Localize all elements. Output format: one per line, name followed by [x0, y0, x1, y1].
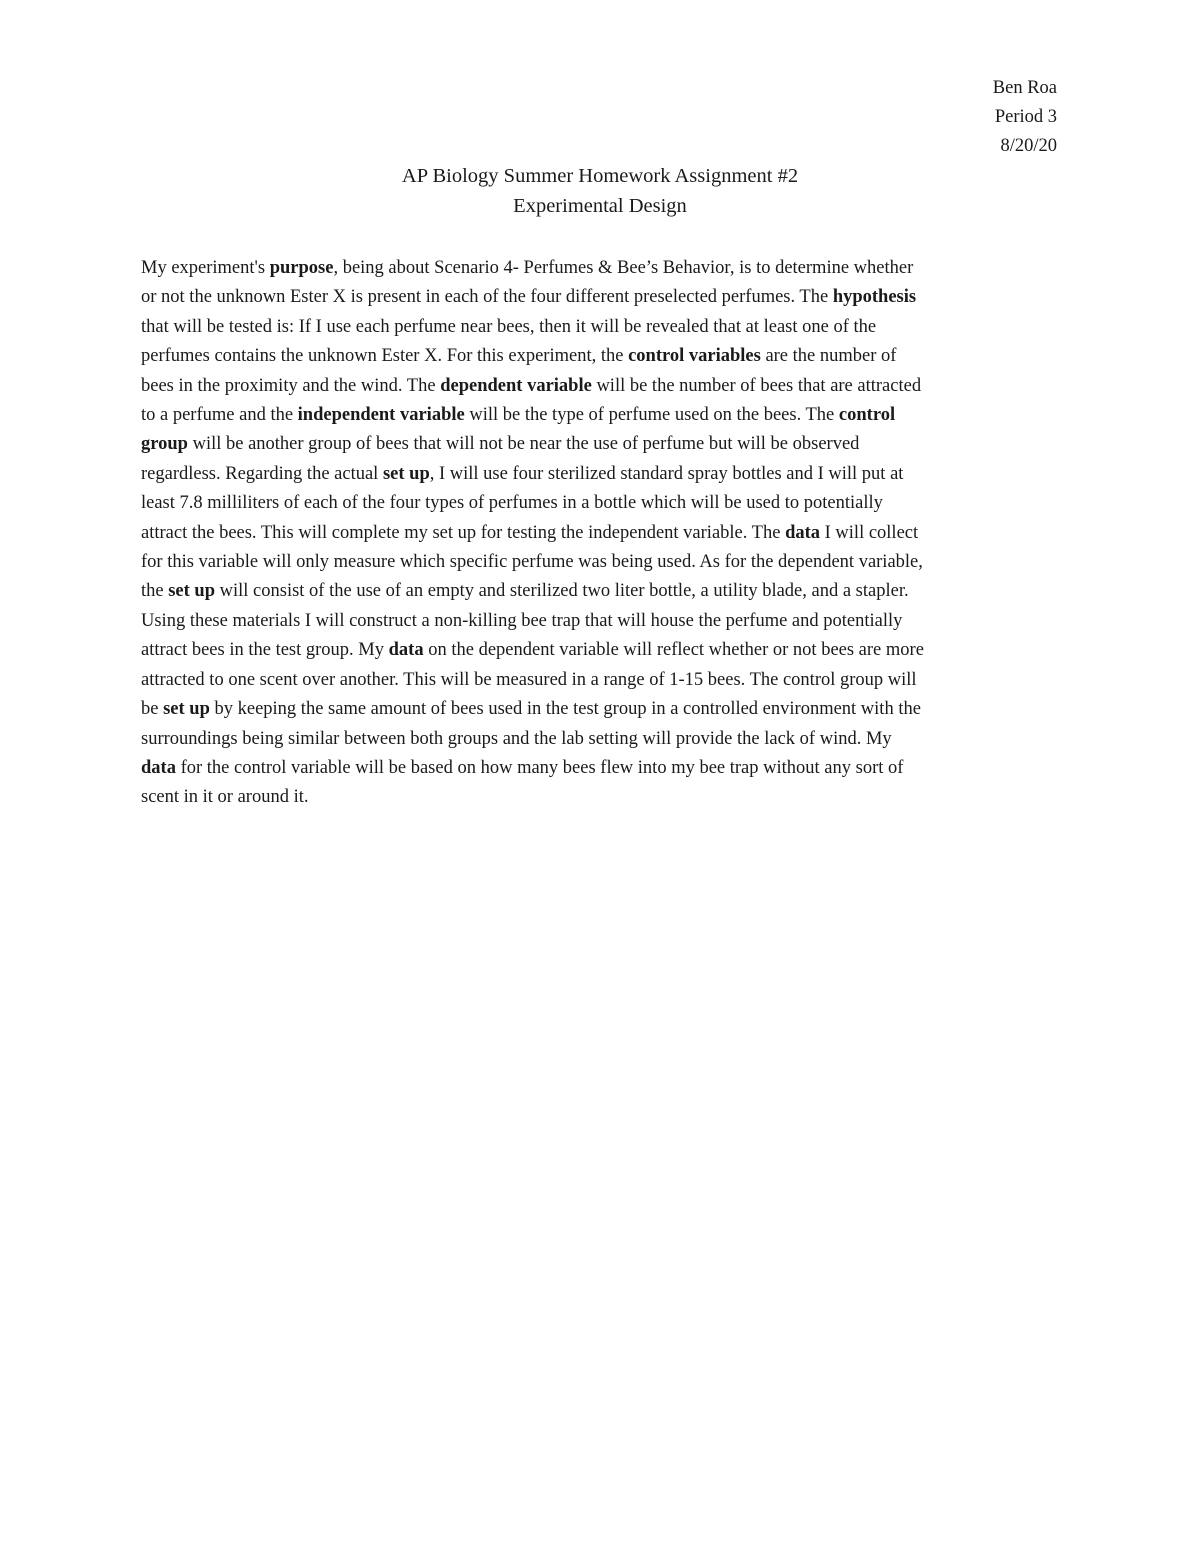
paragraph-line — [141, 342, 1061, 371]
bold-term: control variables — [628, 346, 761, 367]
text-run: for the control variable will be based on how many bees flew into my bee trap without any sort of — [175, 757, 904, 778]
paragraph-line — [141, 430, 1061, 459]
text-run: will be the type of perfume used on the bees. The — [464, 405, 839, 426]
text-run: be — [141, 699, 164, 720]
paragraph-line — [141, 783, 1061, 812]
text-run: on the dependent variable will reflect whether or not bees are more — [423, 640, 924, 661]
paragraph-line — [141, 372, 1061, 401]
text-run: attracted to one scent over another. This will be measured in a range of 1-15 bees. The control group will — [141, 669, 917, 690]
text-run: that will be tested is: If I use each perfume near bees, then it will be revealed that at least one of the — [141, 316, 877, 337]
student-name: Ben Roa — [992, 78, 1057, 98]
bold-term: set up — [168, 581, 216, 602]
paragraph-line — [141, 283, 1061, 312]
text-run: surroundings being similar between both groups and the lab setting will provide the lack of wind. My — [141, 728, 892, 749]
text-run: are the number of — [760, 346, 897, 367]
text-run: I will collect — [820, 522, 919, 543]
bold-term: hypothesis — [832, 287, 917, 308]
title-line-2: Experimental Design — [513, 195, 687, 217]
bold-term: dependent variable — [440, 375, 592, 396]
bold-term: group — [141, 434, 188, 455]
text-run: least 7.8 milliliters of each of the four types of perfumes in a bottle which will be used to potentially — [141, 493, 883, 514]
text-run: to a perfume and the — [141, 405, 298, 426]
paragraph-line — [141, 401, 1061, 430]
bold-term: purpose — [269, 258, 334, 278]
text-run: scent in it or around it. — [141, 787, 309, 808]
paragraph-line — [141, 754, 1061, 783]
text-run: or not the unknown Ester X is present in each of the four different preselected perfumes. The — [141, 287, 833, 308]
text-run: perfumes contains the unknown Ester X. For this experiment, the — [141, 346, 629, 367]
text-run: attract bees in the test group. My — [141, 640, 389, 661]
student-header — [993, 74, 1057, 161]
bold-term: control — [838, 405, 896, 426]
text-run: attract the bees. This will complete my set up for testing the independent variable. The — [141, 522, 786, 543]
paragraph-line — [141, 725, 1061, 754]
text-run: , I will use four sterilized standard spray bottles and I will put at — [429, 463, 904, 484]
bold-term: independent variable — [297, 405, 465, 426]
text-run: regardless. Regarding the actual — [141, 463, 383, 484]
text-run: will consist of the use of an empty and sterilized two liter bottle, a utility blade, and a stapler. — [215, 581, 909, 602]
text-run: Using these materials I will construct a non-killing bee trap that will house the perfume and potentially — [141, 610, 903, 631]
paragraph-line — [141, 548, 1061, 577]
class-period: Period 3 — [994, 107, 1057, 127]
text-run: will be another group of bees that will not be near the use of perfume but will be observed — [187, 434, 860, 455]
bold-term: set up — [163, 699, 210, 720]
bold-term: set up — [382, 463, 430, 484]
paragraph-line — [141, 666, 1061, 695]
text-run: bees in the proximity and the wind. The — [141, 375, 441, 396]
paragraph-line — [141, 489, 1061, 518]
text-run: My experiment's — [141, 258, 270, 278]
bold-term: data — [141, 757, 176, 778]
paragraph-line — [141, 519, 1061, 548]
text-run: the — [141, 581, 169, 602]
bold-term: data — [388, 640, 424, 661]
text-run: by keeping the same amount of bees used in the test group in a controlled environment with the — [209, 699, 921, 720]
title-line-1: AP Biology Summer Homework Assignment #2 — [401, 165, 799, 187]
paragraph-line — [141, 254, 1061, 283]
document-title — [0, 161, 1200, 221]
body-paragraph — [141, 254, 1061, 813]
paragraph-line — [141, 313, 1061, 342]
bold-term: data — [785, 522, 821, 543]
paragraph-line — [141, 636, 1061, 665]
text-run: for this variable will only measure which specific perfume was being used. As for the dependent variable, — [141, 552, 923, 573]
text-run: will be the number of bees that are attracted — [591, 375, 922, 396]
paragraph-line — [141, 577, 1061, 606]
paragraph-line — [141, 607, 1061, 636]
paragraph-line — [141, 460, 1061, 489]
text-run: , being about Scenario 4- Perfumes & Bee’s Behavior, is to determine whether — [333, 258, 914, 278]
assignment-date: 8/20/20 — [1000, 136, 1057, 156]
paragraph-line — [141, 695, 1061, 724]
